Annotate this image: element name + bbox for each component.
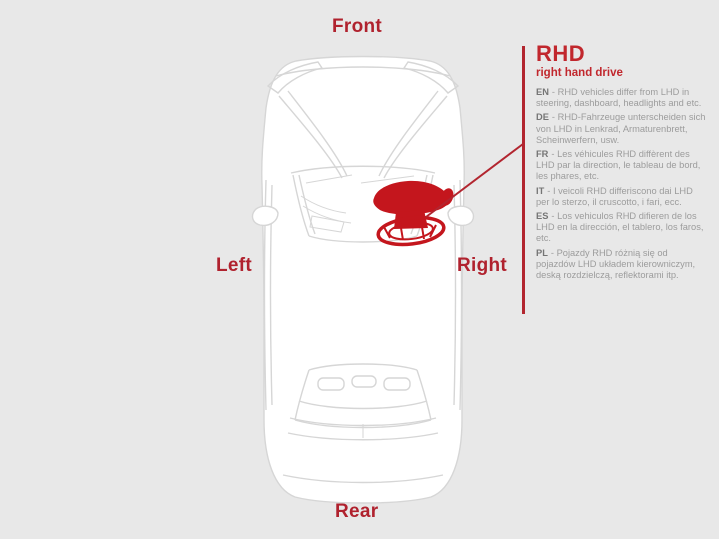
lang-entry-de xyxy=(536,112,708,146)
lang-entry-fr xyxy=(536,149,708,183)
panel-divider-line xyxy=(522,46,525,314)
front-label: Front xyxy=(332,16,383,37)
right-label: Right xyxy=(457,255,508,276)
lang-text: - RHD vehicles differ from LHD in steering, dashboard, headlights and etc. xyxy=(536,87,702,109)
lang-entry-pl xyxy=(536,248,708,282)
lang-entry-it xyxy=(536,186,708,208)
lang-code: ES xyxy=(536,211,549,222)
rhd-info-panel xyxy=(536,42,708,284)
lang-code: FR xyxy=(536,149,549,160)
lang-entry-es xyxy=(536,211,708,245)
lang-code: IT xyxy=(536,185,545,196)
lang-text: - RHD-Fahrzeuge unterscheiden sich von LHD in Lenkrad, Armaturenbrett, Scheinwerfern, usw. xyxy=(536,112,706,145)
lang-code: EN xyxy=(536,87,549,97)
lang-text: - I veicoli RHD differiscono dai LHD per lo sterzo, il cruscotto, i fari, ecc. xyxy=(536,185,693,207)
panel-title: RHD xyxy=(536,41,586,66)
lang-code: DE xyxy=(536,112,549,123)
left-label: Left xyxy=(216,255,253,276)
lang-entry-en xyxy=(536,87,708,109)
panel-subtitle: right hand drive xyxy=(536,67,623,79)
lang-text: - Los vehiculos RHD difieren de los LHD en la dirección, el tablero, los faros, etc. xyxy=(536,211,704,244)
car-body-outline xyxy=(253,57,474,504)
lang-code: PL xyxy=(536,247,548,258)
lang-text: - Pojazdy RHD różnią się od pojazdów LHD układem kierowniczym, deską rozdzielczą, reflektorami itp. xyxy=(536,247,696,281)
rear-label: Rear xyxy=(335,501,379,522)
lang-text: - Les véhicules RHD diffèrent des LHD par la direction, le tableau de bord, les phares, etc. xyxy=(536,149,701,182)
